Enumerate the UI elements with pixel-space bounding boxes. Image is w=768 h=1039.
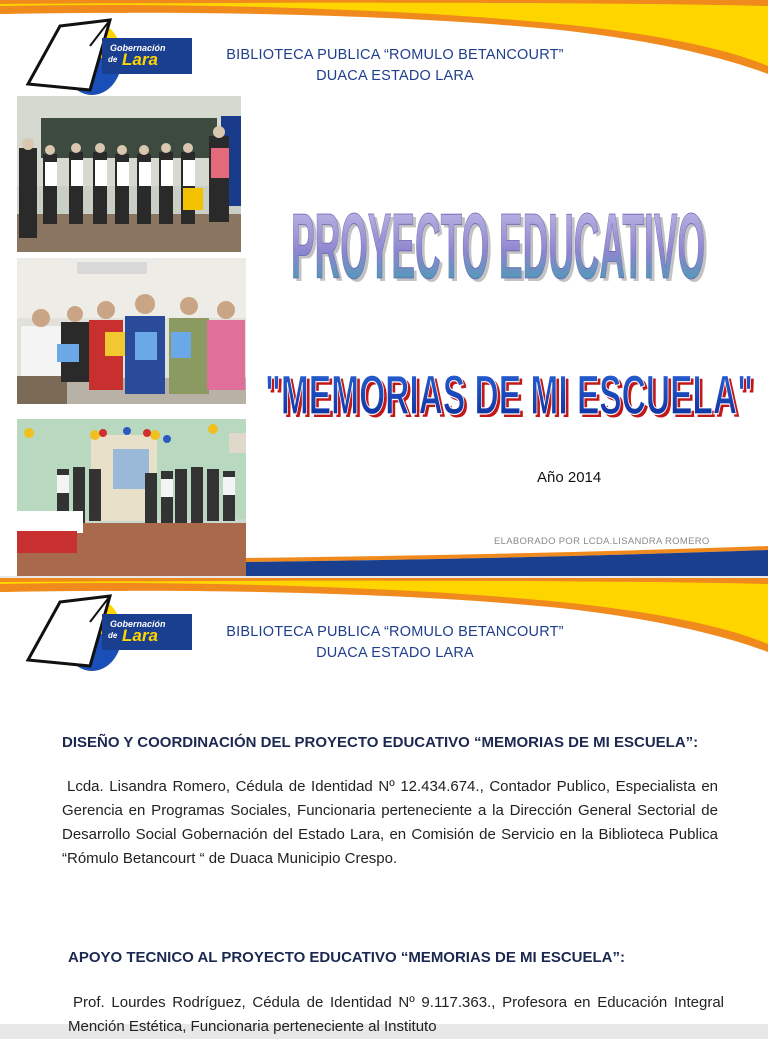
logo-text-line3: Lara	[122, 626, 158, 645]
subtitle-text: "MEMORIAS DE MI ESCUELA"	[265, 363, 753, 426]
subtitle-memorias	[260, 360, 758, 429]
footer-band	[0, 546, 768, 576]
header-library-name: BIBLIOTECA PUBLICA “ROMULO BETANCOURT”	[226, 47, 564, 63]
logo-text-line2: de	[108, 55, 118, 64]
slide-credits	[0, 578, 768, 1035]
section-support-body: Prof. Lourdes Rodríguez, Cédula de Identidad Nº 9.117.363., Profesora en Educación Integral Mención Estética, Funcionaria perteneciente al Instituto	[68, 994, 724, 1035]
author-credit: ELABORADO POR LCDA.LISANDRA ROMERO	[494, 536, 710, 547]
logo-text-line2: de	[108, 631, 118, 640]
title-proyecto-educativo	[278, 150, 718, 300]
section-design-heading: DISEÑO Y COORDINACIÓN DEL PROYECTO EDUCATIVO “MEMORIAS DE MI ESCUELA”:	[62, 734, 699, 751]
photo-classroom-group	[17, 96, 241, 252]
section-design-body: Lcda. Lisandra Romero, Cédula de Identidad Nº 12.434.674., Contador Publico, Especialista en Gerencia en Programas Sociales, Funcionaria perteneciente a la Dirección General Sectorial de Desarrollo Social Gobernación del Estado Lara, en Comisión de Servicio en la Biblioteca Publica “Rómulo Betancourt “ de Duaca Municipio Crespo.	[62, 778, 718, 867]
logo-text-line1: Gobernación	[110, 619, 166, 629]
photo-staff-group	[17, 258, 246, 404]
title-text: PROYECTO EDUCATIVO	[291, 195, 705, 299]
year-label: Año 2014	[537, 469, 602, 486]
title-shadow: PROYECTO EDUCATIVO	[294, 198, 708, 302]
header-location: DUACA ESTADO LARA	[316, 645, 474, 661]
subtitle-shadow: "MEMORIAS DE MI ESCUELA"	[268, 366, 756, 429]
section-support-heading: APOYO TECNICO AL PROYECTO EDUCATIVO “MEMORIAS DE MI ESCUELA”:	[68, 949, 625, 966]
logo-text-line3: Lara	[122, 50, 158, 69]
header-library-name: BIBLIOTECA PUBLICA “ROMULO BETANCOURT”	[226, 624, 564, 640]
logo-text-line1: Gobernación	[110, 43, 166, 53]
header-location: DUACA ESTADO LARA	[316, 68, 474, 84]
